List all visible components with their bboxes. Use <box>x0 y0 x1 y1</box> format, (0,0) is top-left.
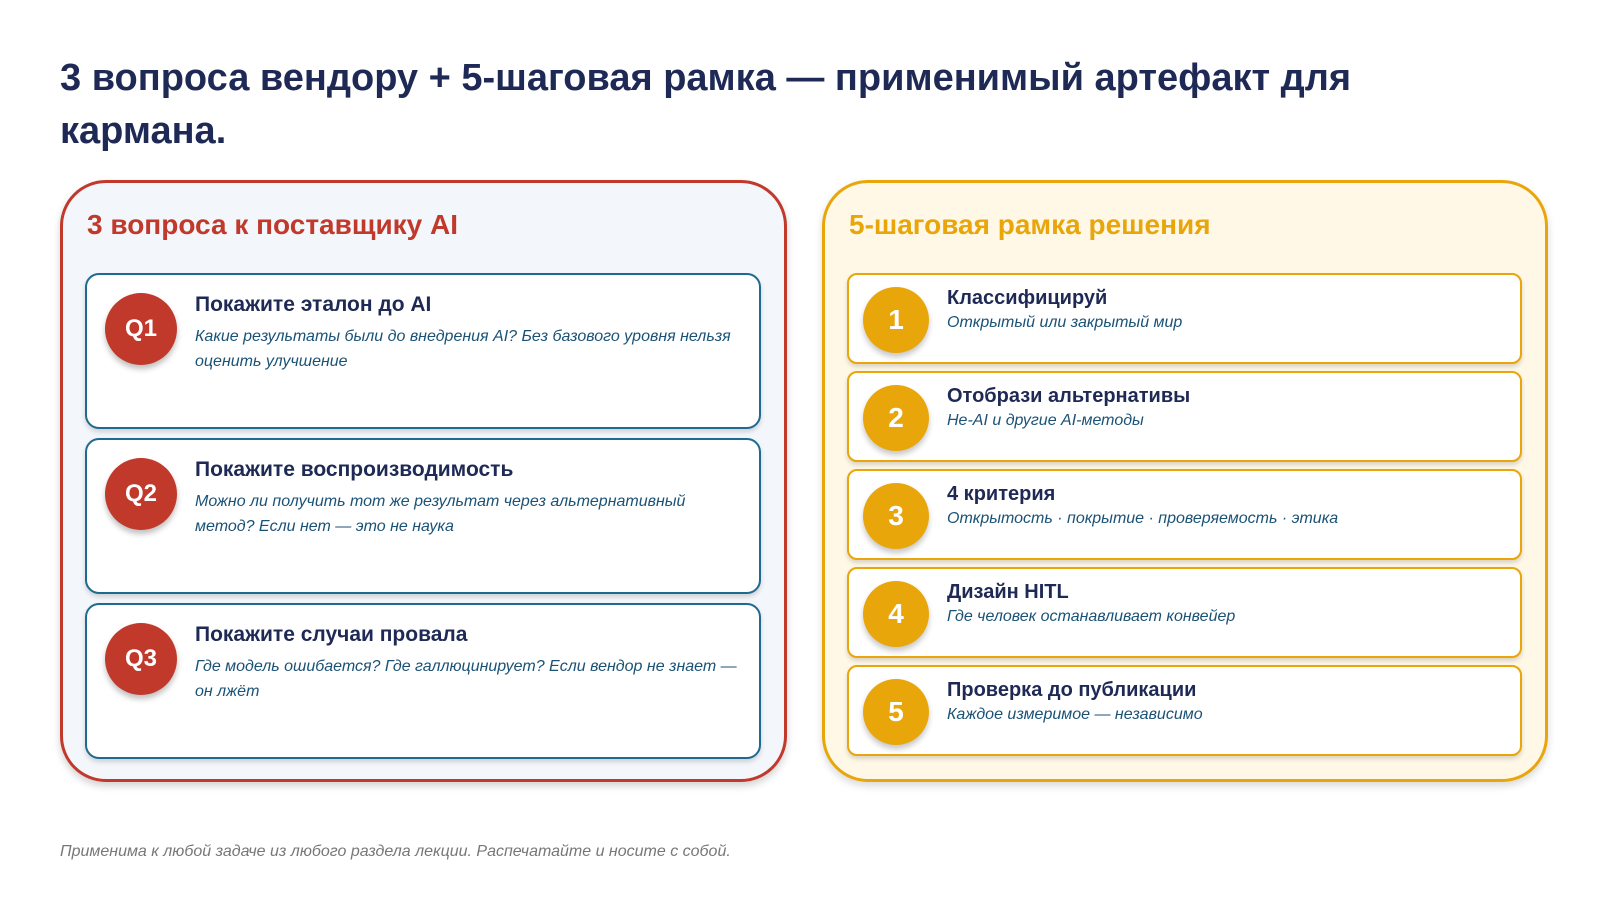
step-badge: 2 <box>863 385 929 451</box>
question-title: Покажите случаи провала <box>195 623 468 646</box>
question-badge: Q1 <box>105 293 177 365</box>
step-badge: 1 <box>863 287 929 353</box>
vendor-questions-heading: 3 вопроса к поставщику AI <box>87 209 459 240</box>
step-badge: 4 <box>863 581 929 647</box>
step-card-2 <box>847 371 1522 462</box>
question-description: Где модель ошибается? Где галлюцинирует? Если вендор не знает — он лжёт <box>195 658 737 700</box>
step-card-4 <box>847 567 1522 658</box>
question-description: Можно ли получить тот же результат через альтернативный метод? Если нет — это не наука <box>195 493 686 535</box>
step-description: Где человек останавливает конвейер <box>947 608 1236 625</box>
footer-note: Применима к любой задаче из любого раздела лекции. Распечатайте и носите с собой. <box>60 843 731 860</box>
question-title: Покажите эталон до AI <box>195 293 432 316</box>
step-description: Открытый или закрытый мир <box>947 314 1183 331</box>
step-title: Классифицируй <box>947 287 1108 309</box>
question-card-q1 <box>85 273 761 429</box>
step-title: Проверка до публикации <box>947 679 1197 701</box>
decision-framework-panel <box>822 180 1548 782</box>
question-card-q3 <box>85 603 761 759</box>
step-title: Отобрази альтернативы <box>947 385 1191 407</box>
step-card-5 <box>847 665 1522 756</box>
question-title: Покажите воспроизводимость <box>195 458 514 481</box>
step-title: Дизайн HITL <box>947 581 1069 603</box>
step-card-3 <box>847 469 1522 560</box>
page-title: 3 вопроса вендору + 5-шаговая рамка — применимый артефакт для кармана. <box>60 57 1352 152</box>
step-title: 4 критерия <box>947 483 1056 505</box>
step-description: Каждое измеримое — независимо <box>947 706 1203 723</box>
decision-framework-heading: 5-шаговая рамка решения <box>849 209 1211 240</box>
vendor-questions-panel <box>60 180 787 782</box>
step-card-1 <box>847 273 1522 364</box>
question-badge: Q3 <box>105 623 177 695</box>
question-badge: Q2 <box>105 458 177 530</box>
question-description: Какие результаты были до внедрения AI? Без базового уровня нельзя оценить улучшение <box>195 328 731 370</box>
step-description: Не-AI и другие AI-методы <box>947 412 1144 429</box>
step-description: Открытость · покрытие · проверяемость · этика <box>947 510 1339 527</box>
question-card-q2 <box>85 438 761 594</box>
step-badge: 5 <box>863 679 929 745</box>
step-badge: 3 <box>863 483 929 549</box>
